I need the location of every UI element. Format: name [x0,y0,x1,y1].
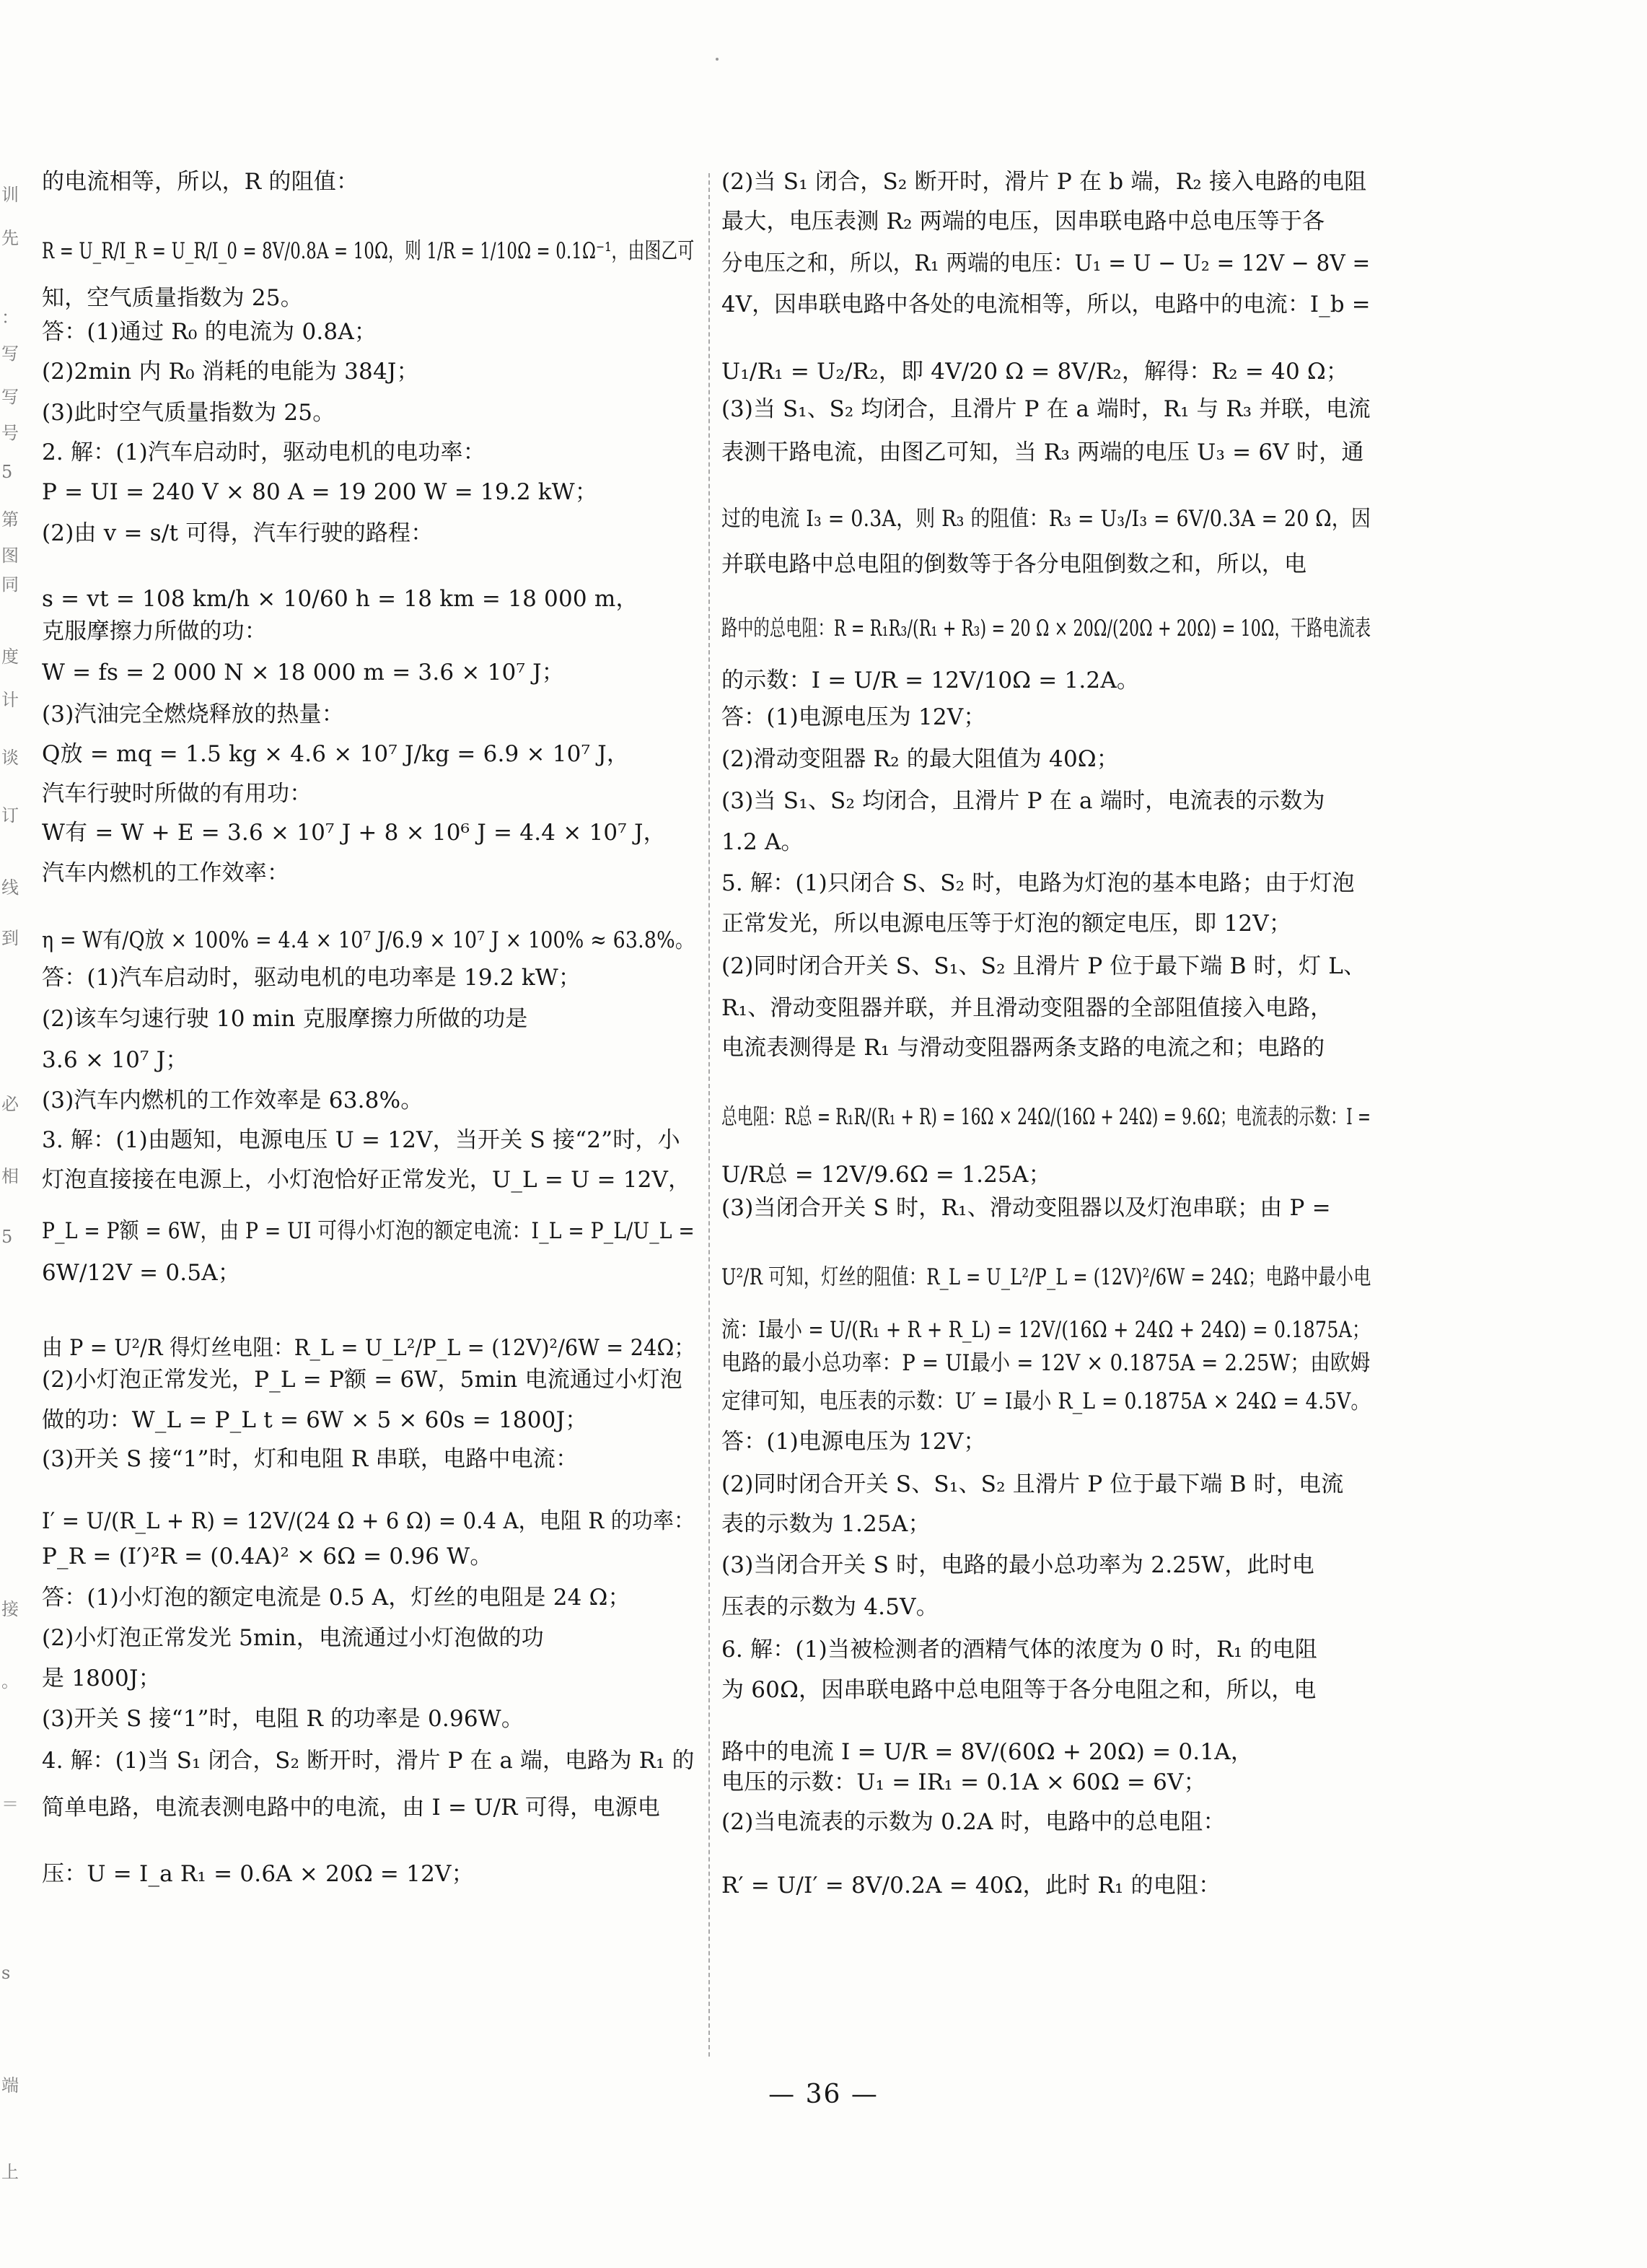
margin-fragment: 5 [1,1227,13,1247]
margin-fragment: s [1,1963,11,1983]
margin-fragment: 写 [1,343,19,364]
text-line: 2. 解：(1)汽车启动时，驱动电机的电功率： [42,439,486,465]
text-line: (3)开关 S 接“1”时，灯和电阻 R 串联，电路中电流： [42,1446,579,1472]
text-line: 最大，电压表测 R₂ 两端的电压，因串联电路中总电压等于各 [721,209,1325,235]
text-line: R₁、滑动变阻器并联，并且滑动变阻器的全部阻值接入电路， [721,995,1333,1021]
text-line: 为 60Ω，因串联电路中总电阻等于各分电阻之和，所以，电 [721,1677,1317,1703]
margin-fragment: 相 [1,1166,19,1186]
text-line: 压：U = I_a R₁ = 0.6A × 20Ω = 12V； [42,1861,474,1887]
margin-fragment: 计 [1,690,19,710]
margin-fragment: 图 [1,546,19,566]
text-line: 分电压之和，所以，R₁ 两端的电压：U₁ = U − U₂ = 12V − 8V = [721,250,1371,276]
text-line: (2)2min 内 R₀ 消耗的电能为 384J； [42,359,419,385]
text-line: 汽车行驶时所做的有用功： [42,781,312,807]
text-line: 电流表测得是 R₁ 与滑动变阻器两条支路的电流之和；电路的 [721,1035,1325,1061]
text-line: 电压的示数：U₁ = IR₁ = 0.1A × 60Ω = 6V； [721,1769,1206,1795]
text-line: (2)同时闭合开关 S、S₁、S₂ 且滑片 P 位于最下端 B 时，灯 L、 [721,953,1366,979]
text-line: R′ = U/I′ = 8V/0.2A = 40Ω，此时 R₁ 的电阻： [721,1873,1221,1899]
text-line: (2)小灯泡正常发光 5min，电流通过小灯泡做的功 [42,1625,544,1651]
text-line: (3)汽车内燃机的工作效率是 63.8%。 [42,1087,423,1113]
margin-fragment: 谈 [1,748,19,768]
text-line: (2)同时闭合开关 S、S₁、S₂ 且滑片 P 位于最下端 B 时，电流 [721,1471,1344,1497]
text-line: 流：I最小 = U/(R₁ + R + R_L) = 12V/(16Ω + 24Ω + 24Ω) = 0.1875A； [721,1317,1371,1343]
margin-fragment: ： [1,307,19,328]
text-line: 知，空气质量指数为 25。 [42,285,303,311]
text-line: 是 1800J； [42,1665,161,1691]
text-line: 克服摩擦力所做的功： [42,618,267,644]
text-line: 答：(1)小灯泡的额定电流是 0.5 A，灯丝的电阻是 24 Ω； [42,1585,631,1611]
text-line: 压表的示数为 4.5V。 [721,1594,939,1620]
text-line: 做的功：W_L = P_L t = 6W × 5 × 60s = 1800J； [42,1407,588,1433]
text-line: (3)汽油完全燃烧释放的热量： [42,701,344,727]
text-line: 5. 解：(1)只闭合 S、S₂ 时，电路为灯泡的基本电路；由于灯泡 [721,870,1355,896]
margin-fragment: 到 [1,928,19,948]
text-line: (3)当 S₁、S₂ 均闭合，且滑片 P 在 a 端时，电流表的示数为 [721,788,1325,814]
page-number: — 36 — [768,2080,879,2109]
text-line: 简单电路，电流表测电路中的电流，由 I = U/R 可得，电源电 [42,1795,660,1821]
margin-fragment: 5 [1,462,13,482]
text-line: (3)开关 S 接“1”时，电阻 R 的功率是 0.96W。 [42,1706,524,1732]
text-line: I′ = U/(R_L + R) = 12V/(24 Ω + 6 Ω) = 0.4 A，电阻 R 的功率： [42,1508,695,1534]
text-line: (2)小灯泡正常发光，P_L = P额 = 6W，5min 电流通过小灯泡 [42,1367,682,1393]
margin-fragment: 端 [1,2075,19,2096]
text-line: 3.6 × 10⁷ J； [42,1047,188,1073]
margin-fragment: 号 [1,423,19,443]
text-line: 灯泡直接接在电源上，小灯泡恰好正常发光，U_L = U = 12V， [42,1167,691,1193]
margin-fragment: 写 [1,387,19,407]
text-line: 答：(1)电源电压为 12V； [721,1429,986,1455]
text-line: W = fs = 2 000 N × 18 000 m = 3.6 × 10⁷ J； [42,660,564,686]
margin-fragment: 同 [1,574,19,595]
text-line: 并联电路中总电阻的倒数等于各分电阻倒数之和，所以，电 [721,551,1307,577]
text-line: 答：(1)电源电压为 12V； [721,704,986,730]
margin-fragment: 上 [1,2162,19,2182]
text-line: 电路的最小总功率：P = UI最小 = 12V × 0.1875A = 2.25W；由欧姆 [721,1350,1371,1376]
text-line: (3)当闭合开关 S 时，R₁、滑动变阻器以及灯泡串联；由 P = [721,1195,1331,1221]
text-line: U²/R 可知，灯丝的阻值：R_L = U_L²/P_L = (12V)²/6W = 24Ω；电路中最小电 [721,1264,1371,1290]
text-line: (2)当电流表的示数为 0.2A 时，电路中的总电阻： [721,1809,1226,1835]
text-line: R = U_R/I_R = U_R/I_0 = 8V/0.8A = 10Ω，则 1/R = 1/10Ω = 0.1Ω⁻¹，由图乙可 [42,238,695,264]
text-line: 过的电流 I₃ = 0.3A，则 R₃ 的阻值：R₃ = U₃/I₃ = 6V/0.3A = 20 Ω，因 [721,506,1371,532]
margin-fragment: 第 [1,509,19,530]
page-mark [716,58,719,61]
text-line: 6W/12V = 0.5A； [42,1260,241,1286]
text-line: 路中的总电阻：R = R₁R₃/(R₁ + R₃) = 20 Ω × 20Ω/(20Ω + 20Ω) = 10Ω，干路电流表 [721,616,1371,642]
text-line: 表测干路电流，由图乙可知，当 R₃ 两端的电压 U₃ = 6V 时，通 [721,439,1364,465]
text-line: 3. 解：(1)由题知，电源电压 U = 12V，当开关 S 接“2”时，小 [42,1127,680,1153]
margin-fragment: 先 [1,228,19,248]
text-line: (2)滑动变阻器 R₂ 的最大阻值为 40Ω； [721,746,1119,772]
text-line: P_R = (I′)²R = (0.4A)² × 6Ω = 0.96 W。 [42,1544,493,1569]
text-line: (3)当 S₁、S₂ 均闭合，且滑片 P 在 a 端时，R₁ 与 R₃ 并联，电流 [721,396,1371,422]
text-line: η = W有/Q放 × 100% = 4.4 × 10⁷ J/6.9 × 10⁷ J × 100% ≈ 63.8%。 [42,927,695,953]
text-line: 的电流相等，所以，R 的阻值： [42,169,359,195]
text-line: W有 = W + E = 3.6 × 10⁷ J + 8 × 10⁶ J = 4.4 × 10⁷ J， [42,820,666,846]
text-line: 4V，因串联电路中各处的电流相等，所以，电路中的电流：I_b = [721,292,1371,318]
text-line: 4. 解：(1)当 S₁ 闭合，S₂ 断开时，滑片 P 在 a 端，电路为 R₁ 的 [42,1748,695,1774]
text-line: 总电阻：R总 = R₁R/(R₁ + R) = 16Ω × 24Ω/(16Ω + 24Ω) = 9.6Ω；电流表的示数：I = [721,1104,1371,1130]
text-line: U/R总 = 12V/9.6Ω = 1.25A； [721,1162,1051,1188]
margin-fragment: 线 [1,877,19,898]
text-line: Q放 = mq = 1.5 kg × 4.6 × 10⁷ J/kg = 6.9 × 10⁷ J， [42,741,630,767]
margin-fragment: 度 [1,647,19,667]
margin-fragment: 接 [1,1599,19,1619]
margin-fragment: 。 [1,1671,19,1691]
text-line: (2)当 S₁ 闭合，S₂ 断开时，滑片 P 在 b 端，R₂ 接入电路的电阻 [721,169,1367,195]
margin-fragment: 订 [1,805,19,826]
margin-fragment: ＝ [1,1794,19,1814]
text-line: 由 P = U²/R 得灯丝电阻：R_L = U_L²/P_L = (12V)²/6W = 24Ω； [42,1335,695,1361]
text-line: (3)当闭合开关 S 时，电路的最小总功率为 2.25W，此时电 [721,1552,1314,1578]
text-line: 6. 解：(1)当被检测者的酒精气体的浓度为 0 时，R₁ 的电阻 [721,1637,1317,1663]
text-line: P = UI = 240 V × 80 A = 19 200 W = 19.2 kW； [42,479,598,505]
text-line: (3)此时空气质量指数为 25。 [42,400,335,426]
binding-margin [0,166,19,2182]
text-line: 1.2 A。 [721,829,804,855]
text-line: 正常发光，所以电源电压等于灯泡的额定电压，即 12V； [721,911,1292,937]
text-line: U₁/R₁ = U₂/R₂，即 4V/20 Ω = 8V/R₂，解得：R₂ = 40 Ω； [721,359,1349,385]
text-line: 表的示数为 1.25A； [721,1511,931,1537]
text-line: (2)由 v = s/t 可得，汽车行驶的路程： [42,520,434,546]
text-line: s = vt = 108 km/h × 10/60 h = 18 km = 18 000 m， [42,586,638,612]
margin-fragment: 必 [1,1094,19,1114]
column-divider [708,173,710,2057]
text-line: 答：(1)通过 R₀ 的电流为 0.8A； [42,319,377,345]
text-line: 汽车内燃机的工作效率： [42,860,290,886]
text-line: 的示数：I = U/R = 12V/10Ω = 1.2A。 [721,667,1140,693]
text-line: 答：(1)汽车启动时，驱动电机的电功率是 19.2 kW； [42,965,581,991]
text-line: 路中的电流 I = U/R = 8V/(60Ω + 20Ω) = 0.1A， [721,1739,1254,1765]
text-line: 定律可知，电压表的示数：U′ = I最小 R_L = 0.1875A × 24Ω = 4.5V。 [721,1388,1371,1414]
margin-fragment: 训 [1,185,19,205]
text-line: (2)该车匀速行驶 10 min 克服摩擦力所做的功是 [42,1006,528,1032]
text-line: P_L = P额 = 6W，由 P = UI 可得小灯泡的额定电流：I_L = P_L/U_L = [42,1218,695,1244]
